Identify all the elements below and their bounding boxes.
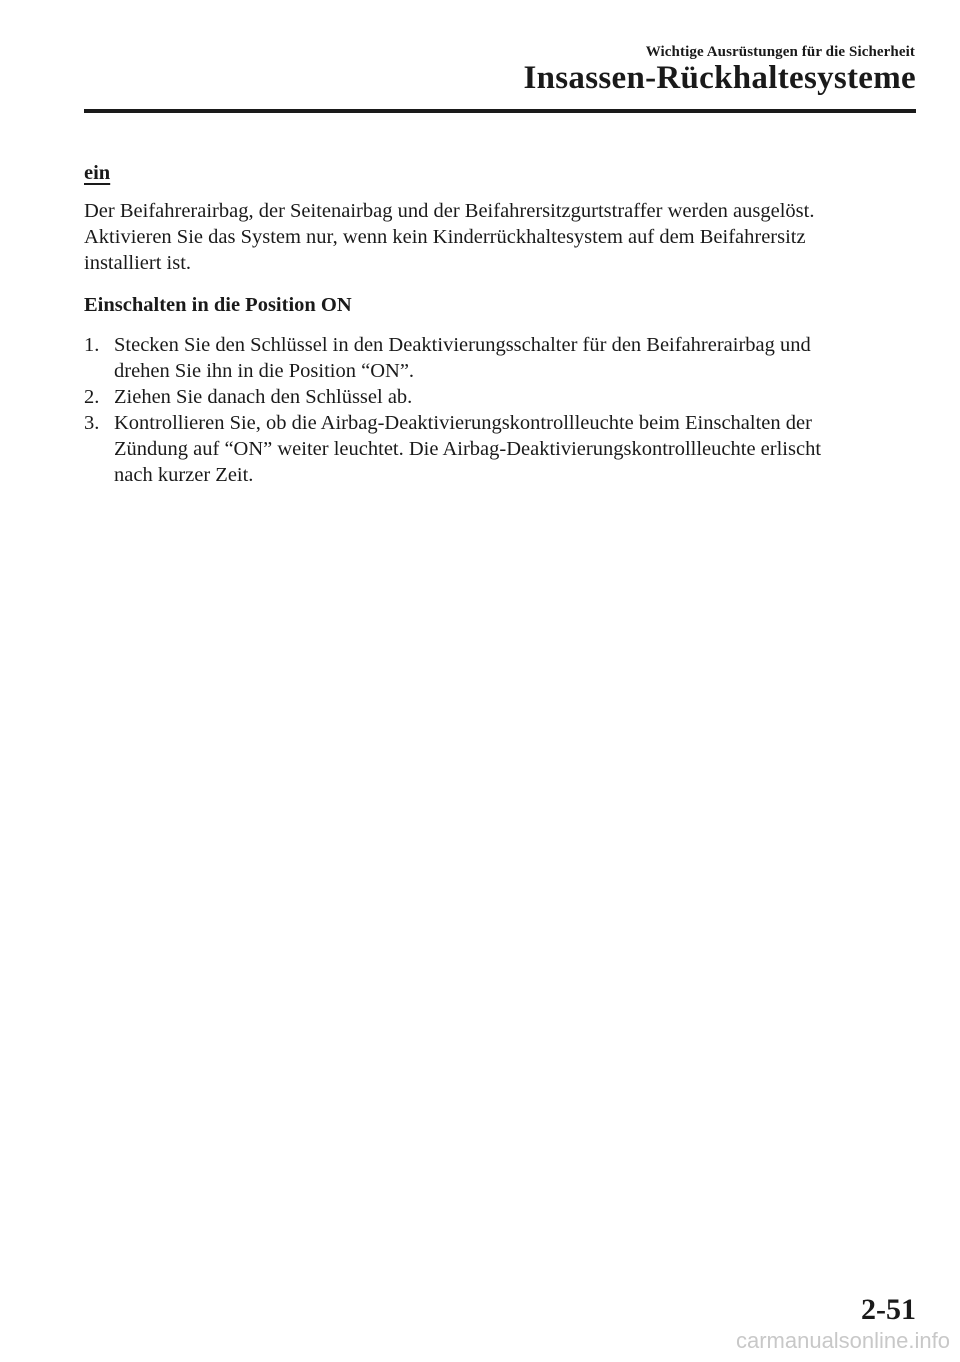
step-number: 2. (84, 386, 100, 408)
step-line: Stecken Sie den Schlüssel in den Deaktivierungsschalter für den Beifahrerairbag und (114, 334, 811, 356)
list-item (84, 410, 904, 488)
step-line: Ziehen Sie danach den Schlüssel ab. (114, 386, 413, 408)
paragraph-line: Aktivieren Sie das System nur, wenn kein Kinderrückhaltesystem auf dem Beifahrersitz (84, 226, 806, 248)
list-item (84, 332, 904, 384)
step-number: 1. (84, 334, 100, 356)
steps-list (84, 332, 904, 488)
page-number: 2-51 (861, 1293, 916, 1326)
watermark: carmanualsonline.info (735, 1328, 950, 1353)
paragraph-ein (84, 198, 904, 276)
step-line: drehen Sie ihn in die Position “ON”. (114, 360, 415, 382)
list-item (84, 384, 904, 410)
subheading-ein: ein (84, 162, 111, 184)
paragraph-line: Der Beifahrerairbag, der Seitenairbag und der Beifahrersitzgurtstraffer werden ausgelöst. (84, 200, 815, 222)
step-line: Kontrollieren Sie, ob die Airbag-Deaktivierungskontrollleuchte beim Einschalten der (114, 412, 812, 434)
page-content (84, 160, 904, 488)
step-number: 3. (84, 412, 100, 434)
header-divider (84, 109, 916, 113)
chapter-title: Insassen-Rückhaltesysteme (523, 60, 916, 96)
step-line: Zündung auf “ON” weiter leuchtet. Die Airbag-Deaktivierungskontrollleuchte erlischt (114, 438, 822, 460)
chapter-subtitle: Wichtige Ausrüstungen für die Sicherheit (645, 44, 915, 60)
section-heading-on: Einschalten in die Position ON (84, 294, 352, 316)
paragraph-line: installiert ist. (84, 252, 192, 274)
step-line: nach kurzer Zeit. (114, 464, 254, 486)
